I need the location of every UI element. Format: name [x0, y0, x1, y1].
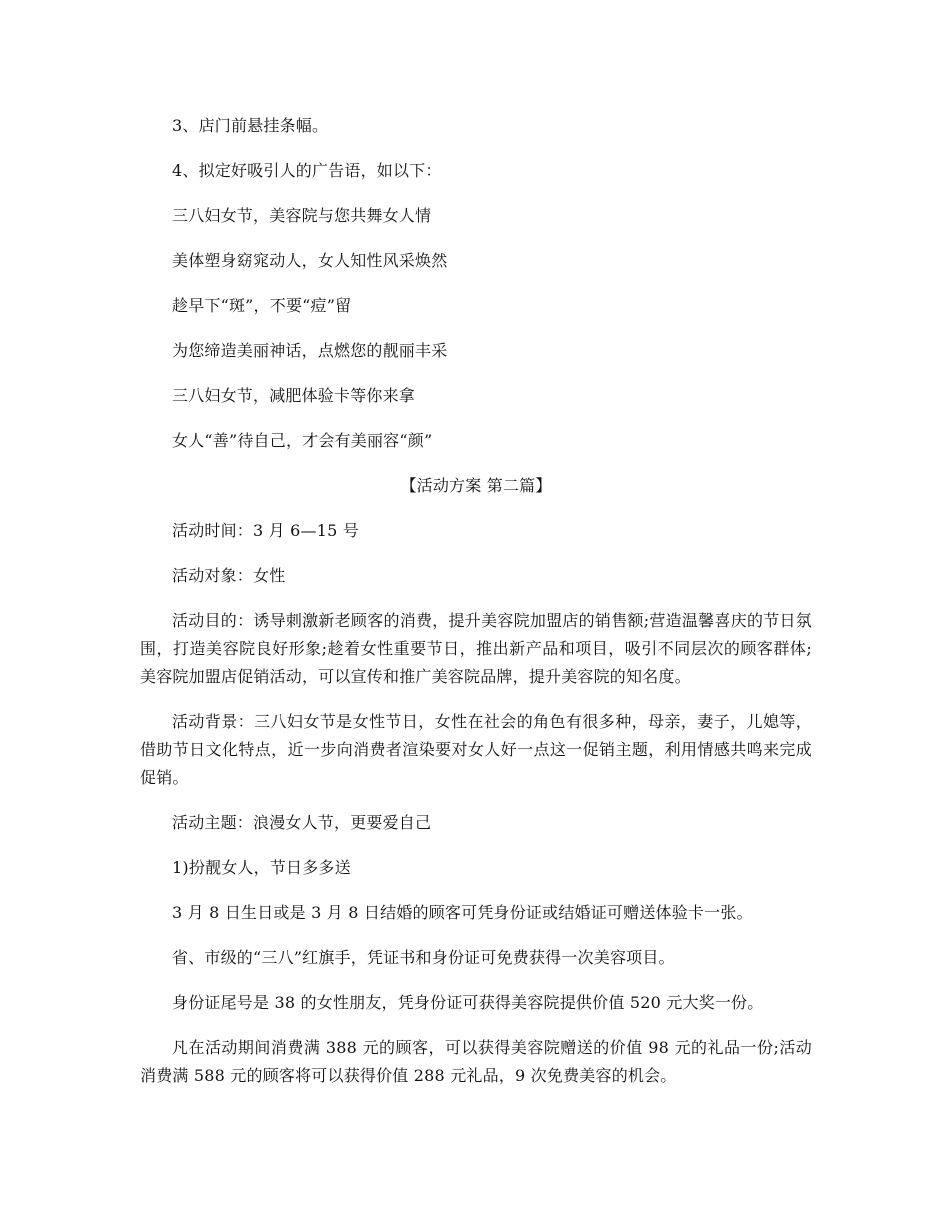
- paragraph-store-banner: 3、店门前悬挂条幅。: [172, 116, 329, 135]
- slogan-line: 为您缔造美丽神话，点燃您的靓丽丰采: [172, 341, 448, 360]
- paragraph-birthday-offer: 3 月 8 日生日或是 3 月 8 日结婚的顾客可凭身份证或结婚证可赠送体验卡一张。: [172, 903, 753, 922]
- paragraph-id-number-offer: 身份证尾号是 38 的女性朋友，凭身份证可获得美容院提供价值 520 元大奖一份。: [172, 993, 764, 1012]
- paragraph-activity-purpose: 活动目的：诱导刺激新老顾客的消费，提升美容院加盟店的销售额;营造温馨喜庆的节日氛围，打造美容院良好形象;趁着女性重要节日，推出新产品和项目，吸引不同层次的顾客群体;美容院加盟店促销活动，可以宣传和推广美容院品牌，提升美容院的知名度。: [140, 611, 812, 686]
- paragraph-slogan-intro: 4、拟定好吸引人的广告语，如以下：: [172, 161, 442, 180]
- slogan-line: 女人“善”待自己，才会有美丽容“颜”: [172, 431, 433, 450]
- slogan-line: 三八妇女节，美容院与您共舞女人情: [172, 206, 432, 225]
- slogan-line: 三八妇女节，减肥体验卡等你来拿: [172, 386, 416, 405]
- paragraph-red-banner-offer: 省、市级的“三八”红旗手，凭证书和身份证可免费获得一次美容项目。: [172, 948, 675, 967]
- document-body: [140, 112, 812, 1107]
- paragraph-activity-background: 活动背景：三八妇女节是女性节日，女性在社会的角色有很多种，母亲，妻子，儿媳等，借助节日文化特点，近一步向消费者渲染要对女人好一点这一促销主题，利用情感共鸣来完成促销。: [140, 712, 812, 787]
- paragraph-activity-theme: 活动主题：浪漫女人节，更要爱自己: [172, 813, 432, 832]
- paragraph-subsection-title: 1)扮靓女人，节日多多送: [172, 858, 351, 877]
- section-heading: 【活动方案 第二篇】: [400, 476, 552, 495]
- paragraph-activity-time: 活动时间：3 月 6—15 号: [172, 521, 359, 540]
- slogan-line: 美体塑身窈窕动人，女人知性风采焕然: [172, 251, 448, 270]
- slogan-line: 趁早下“斑”，不要“痘”留: [172, 296, 352, 315]
- paragraph-spending-offer: 凡在活动期间消费满 388 元的顾客，可以获得美容院赠送的价值 98 元的礼品一份;活动消费满 588 元的顾客将可以获得价值 288 元礼品，9 次免费美容的机会。: [140, 1038, 812, 1085]
- paragraph-activity-target: 活动对象：女性: [172, 566, 286, 585]
